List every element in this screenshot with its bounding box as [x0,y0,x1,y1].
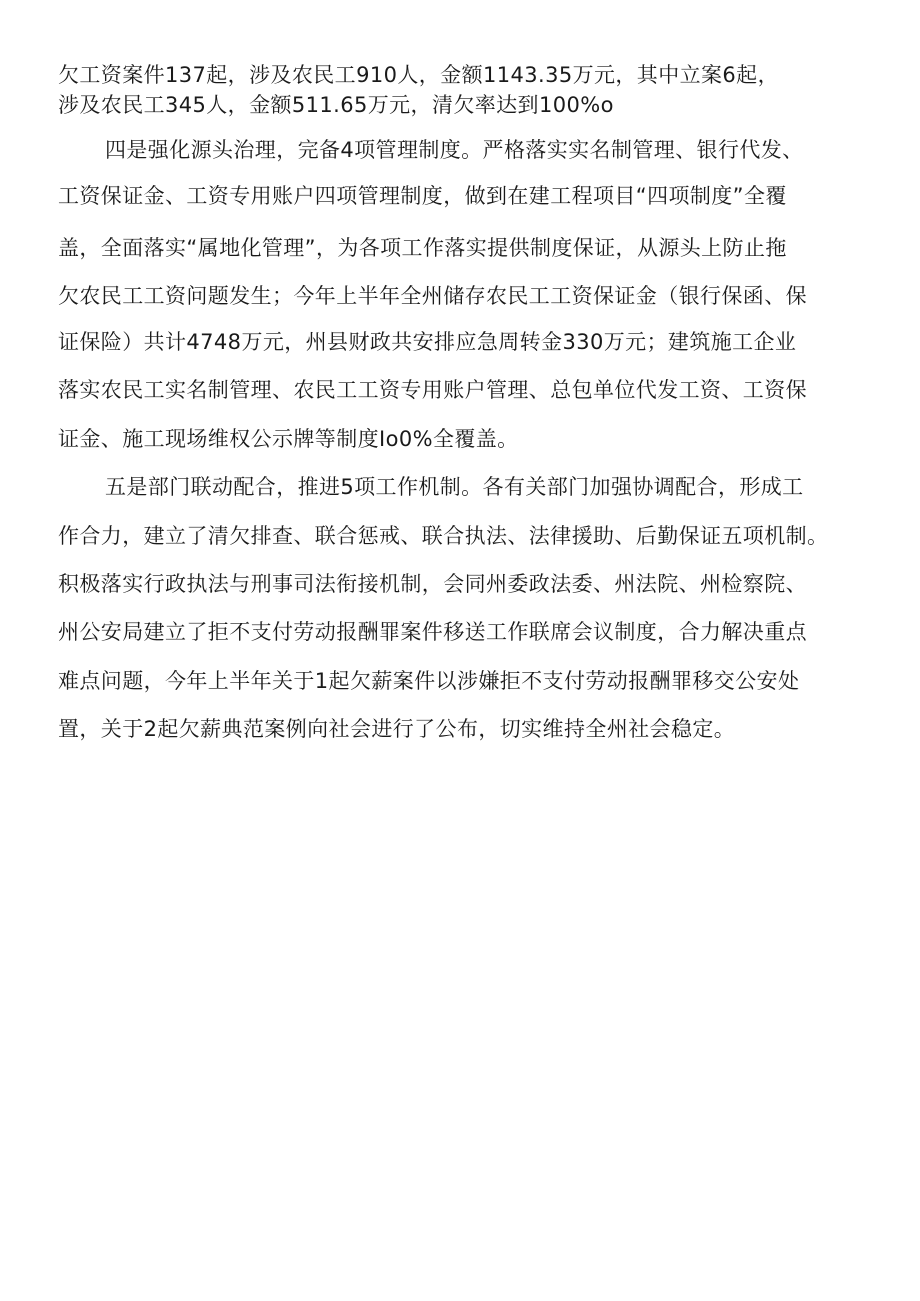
text-line: 州公安局建立了拒不支付劳动报酬罪案件移送工作联席会议制度，合力解决重点 [58,620,807,644]
text-line: 盖，全面落实“属地化管理”，为各项工作落实提供制度保证，从源头上防止拖 [58,236,787,260]
text-line: 工资保证金、工资专用账户四项管理制度，做到在建工程项目“四项制度”全覆 [58,184,787,208]
text-line: 置，关于2起欠薪典范案例向社会进行了公布，切实维持全州社会稳定。 [58,717,736,741]
text-line: 证金、施工现场维权公示牌等制度Io0%全覆盖。 [58,427,519,451]
text-line: 欠农民工工资问题发生；今年上半年全州储存农民工工资保证金（银行保函、保 [58,284,807,308]
text-line: 作合力，建立了清欠排查、联合惩戒、联合执法、法律援助、后勤保证五项机制。 [58,524,829,548]
paragraph-5-first-line: 五是部门联动配合，推进5项工作机制。各有关部门加强协调配合，形成工 [105,475,804,499]
text-line: 证保险）共计4748万元，州县财政共安排应急周转金330万元；建筑施工企业 [58,330,797,354]
text-line: 落实农民工实名制管理、农民工工资专用账户管理、总包单位代发工资、工资保 [58,378,807,402]
text-line: 欠工资案件137起，涉及农民工910人，金额1143.35万元，其中立案6起， [58,63,779,87]
text-line: 涉及农民工345人，金额511.65万元，清欠率达到100%o [58,93,614,117]
text-line: 难点问题，今年上半年关于1起欠薪案件以涉嫌拒不支付劳动报酬罪移交公安处 [58,669,800,693]
paragraph-4-first-line: 四是强化源头治理，完备4项管理制度。严格落实实名制管理、银行代发、 [105,138,804,162]
text-line: 积极落实行政执法与刑事司法衔接机制，会同州委政法委、州法院、州检察院、 [58,572,807,596]
